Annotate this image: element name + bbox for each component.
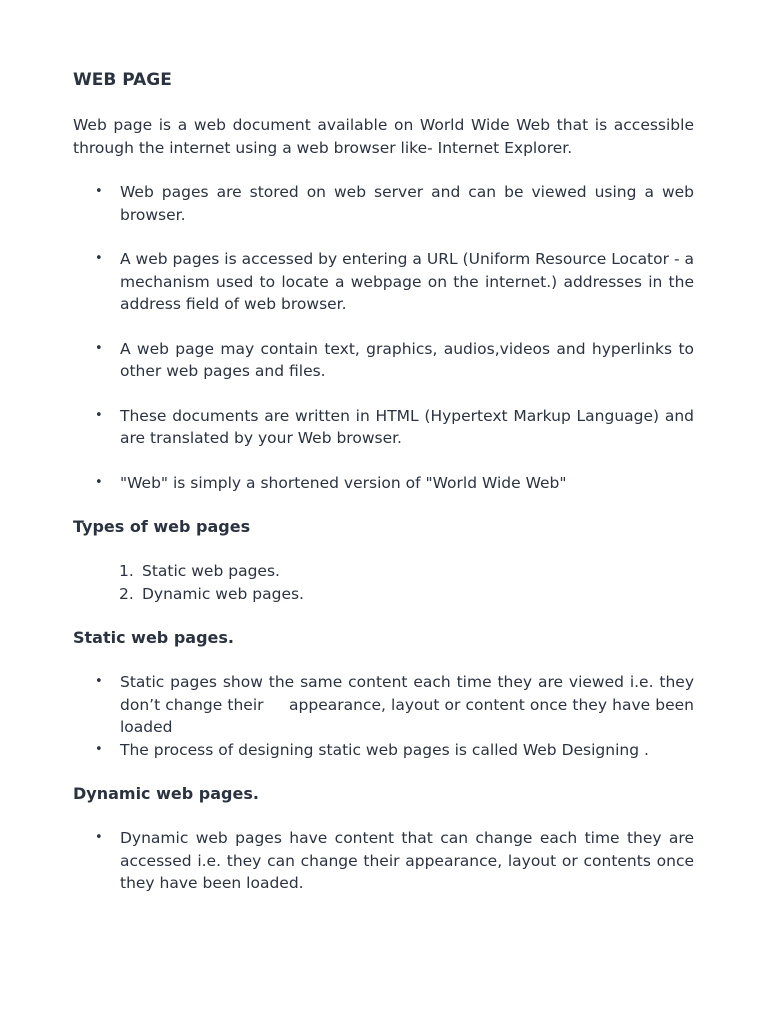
list-item-text: These documents are written in HTML (Hypertext Markup Language) and are translated by your Web browser. (120, 406, 694, 447)
list-item (73, 739, 694, 762)
bullet-icon: • (95, 184, 103, 199)
list-number: 1. (119, 562, 134, 580)
bullet-icon: • (95, 741, 103, 757)
list-item-text: A web page may contain text, graphics, audios,videos and hyperlinks to other web pages and files. (120, 339, 694, 380)
bullet-icon: • (95, 674, 103, 689)
bullet-icon: • (95, 407, 103, 423)
list-item-text: A web pages is accessed by entering a URL (Uniform Resource Locator - a mechanism used to locate a webpage on the internet.) addresses in the address field of web browser. (120, 250, 694, 313)
list-item (73, 671, 699, 739)
list-item (73, 405, 694, 450)
list-item (73, 472, 694, 495)
list-number: 2. (119, 584, 134, 603)
list-item (73, 560, 694, 583)
types-heading: Types of web pages (73, 517, 251, 536)
list-item-text: Dynamic web pages. (142, 584, 304, 603)
bullet-icon: • (95, 340, 103, 356)
list-item-text: The process of designing static web pages is called Web Designing . (120, 740, 649, 759)
page-title: WEB PAGE (73, 70, 172, 90)
document-page (73, 68, 699, 895)
types-numbered-list (73, 560, 694, 605)
list-item-text: Dynamic web pages have content that can change each time they are accessed i.e. they can change their appearance, layout or contents once they have been loaded. (120, 829, 694, 892)
static-bullet-list (73, 671, 699, 761)
static-heading: Static web pages. (73, 628, 234, 647)
list-item (73, 583, 694, 606)
list-item-text: Web pages are stored on web server and can be viewed using a web browser. (120, 183, 694, 224)
intro-bullet-list (73, 181, 694, 494)
intro-paragraph: Web page is a web document available on World Wide Web that is accessible through the internet using a web browser like- Internet Explorer. (73, 116, 694, 157)
list-item (73, 248, 694, 316)
dynamic-heading: Dynamic web pages. (73, 784, 259, 803)
list-item (73, 338, 694, 383)
list-item (73, 181, 694, 226)
bullet-icon: • (95, 830, 103, 845)
bullet-icon: • (95, 251, 103, 266)
list-item-text: Static web pages. (142, 562, 280, 580)
list-item (73, 827, 694, 895)
list-item-text: "Web" is simply a shortened version of "World Wide Web" (120, 473, 567, 492)
bullet-icon: • (95, 474, 103, 490)
list-item-text: Static pages show the same content each time they are viewed i.e. they don’t change their appearance, layout or content once they have been loaded (120, 673, 699, 736)
dynamic-bullet-list (73, 827, 694, 895)
